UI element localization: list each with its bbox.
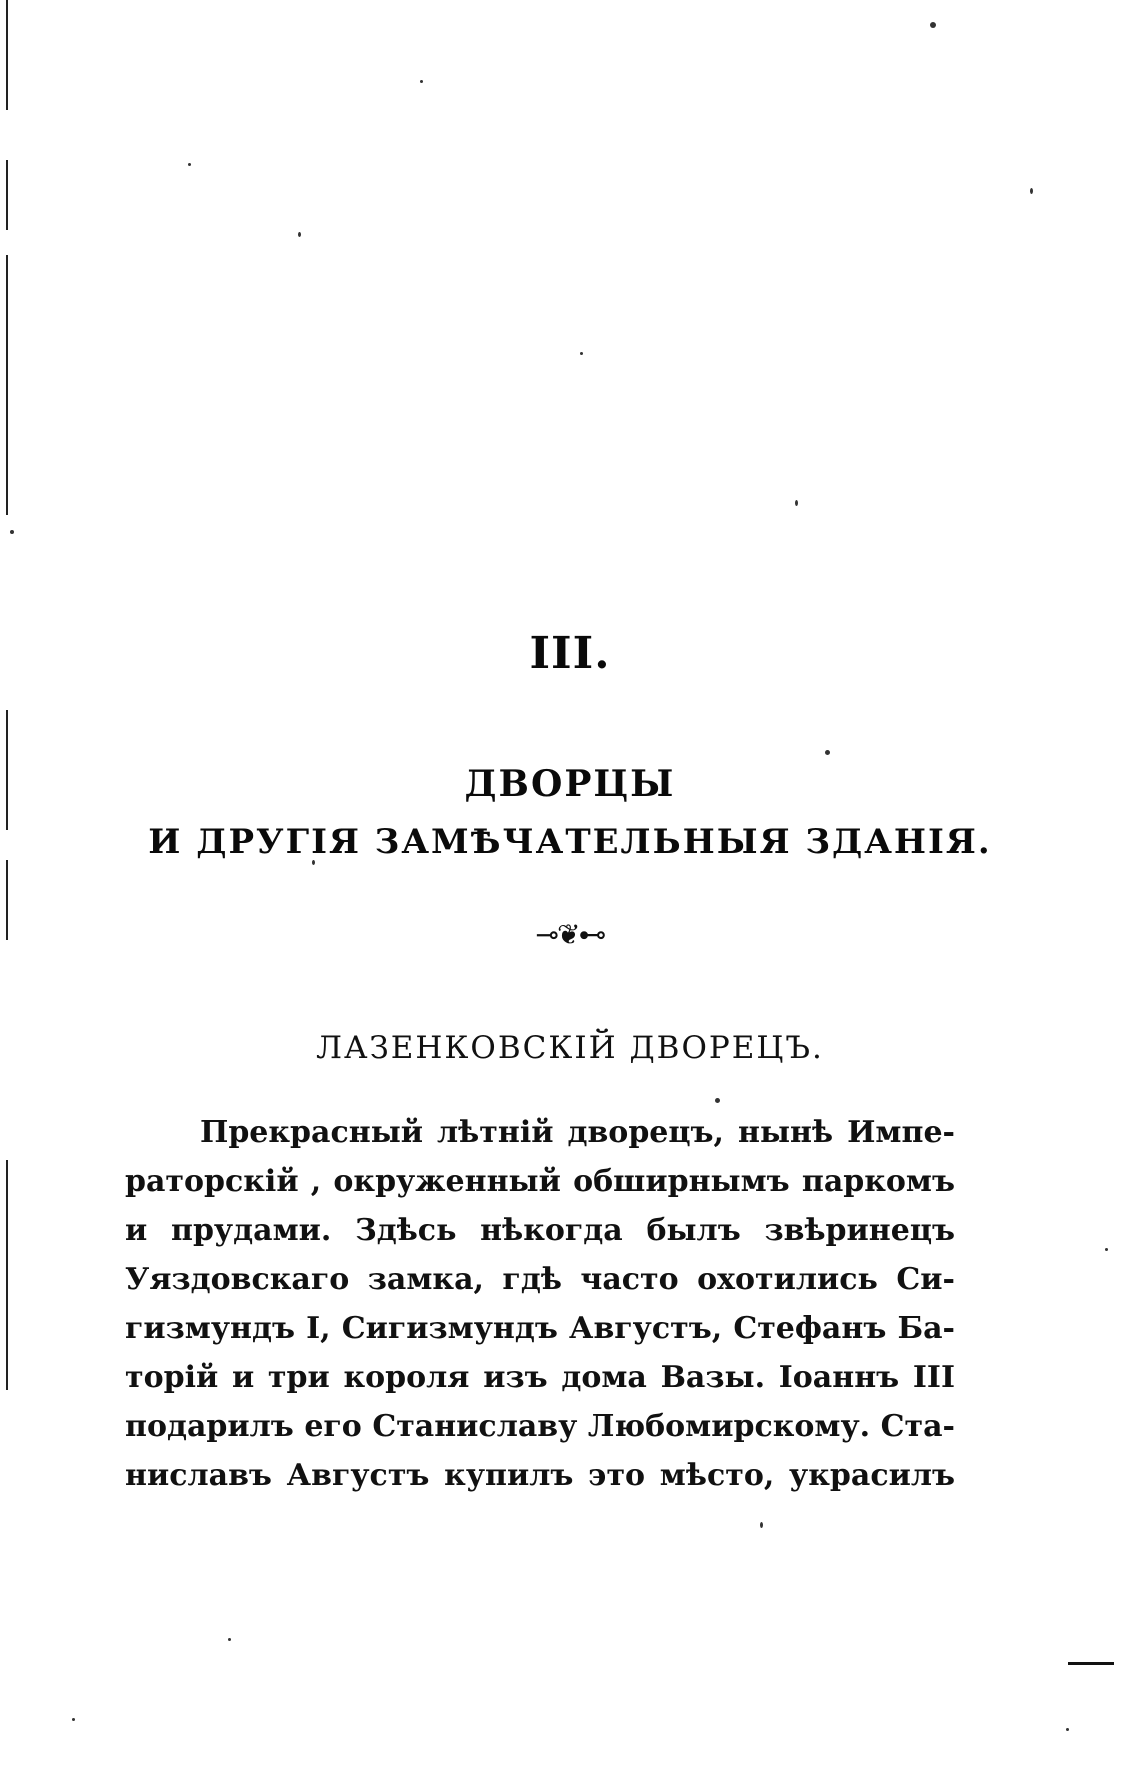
- body-line: гизмундъ I, Сигизмундъ Августъ, Стефанъ Ба-: [125, 1311, 955, 1346]
- body-line: и прудами. Здѣсь нѣкогда былъ звѣринецъ: [125, 1213, 955, 1248]
- binding-edge-line: [6, 0, 8, 110]
- scan-dash-mark: [1068, 1662, 1114, 1665]
- body-line: раторскій , окруженный обширнымъ паркомъ: [125, 1164, 955, 1199]
- binding-edge-line: [6, 255, 8, 515]
- chapter-number: III.: [529, 628, 611, 679]
- chapter-title-line-1: ДВОРЦЫ: [464, 763, 676, 805]
- scan-speck: [580, 352, 583, 355]
- scan-speck: [715, 1098, 720, 1103]
- body-line: подарилъ его Станиславу Любомирскому. Ста-: [125, 1409, 955, 1444]
- decorative-ornament-icon: ⊸❦⊷: [535, 918, 605, 951]
- scan-speck: [795, 500, 798, 506]
- binding-edge-line: [6, 160, 8, 230]
- scan-speck: [1066, 1728, 1069, 1731]
- section-heading: ЛАЗЕНКОВСКІЙ ДВОРЕЦЪ.: [316, 1030, 824, 1066]
- scan-speck: [1030, 188, 1033, 194]
- chapter-title-line-2: И ДРУГІЯ ЗАМѢЧАТЕЛЬНЫЯ ЗДАНІЯ.: [148, 822, 992, 862]
- scan-speck: [72, 1718, 75, 1721]
- scan-speck: [1105, 1248, 1108, 1251]
- body-line: Уяздовскаго замка, гдѣ часто охотились Си-: [125, 1262, 955, 1297]
- scan-speck: [188, 163, 191, 166]
- scan-speck: [228, 1638, 231, 1641]
- scan-speck: [420, 80, 423, 83]
- body-line: ниславъ Августъ купилъ это мѣсто, украсилъ: [125, 1458, 955, 1493]
- scan-speck: [930, 22, 936, 28]
- scan-speck: [298, 232, 301, 237]
- binding-edge-line: [6, 1160, 8, 1390]
- body-paragraph: [125, 1108, 955, 1500]
- scan-speck: [10, 530, 14, 534]
- body-line: Прекрасный лѣтній дворецъ, нынѣ Импе-: [200, 1115, 955, 1150]
- body-line: торій и три короля изъ дома Вазы. Іоаннъ III: [125, 1360, 955, 1395]
- scan-speck: [825, 750, 830, 755]
- scan-speck: [760, 1522, 763, 1528]
